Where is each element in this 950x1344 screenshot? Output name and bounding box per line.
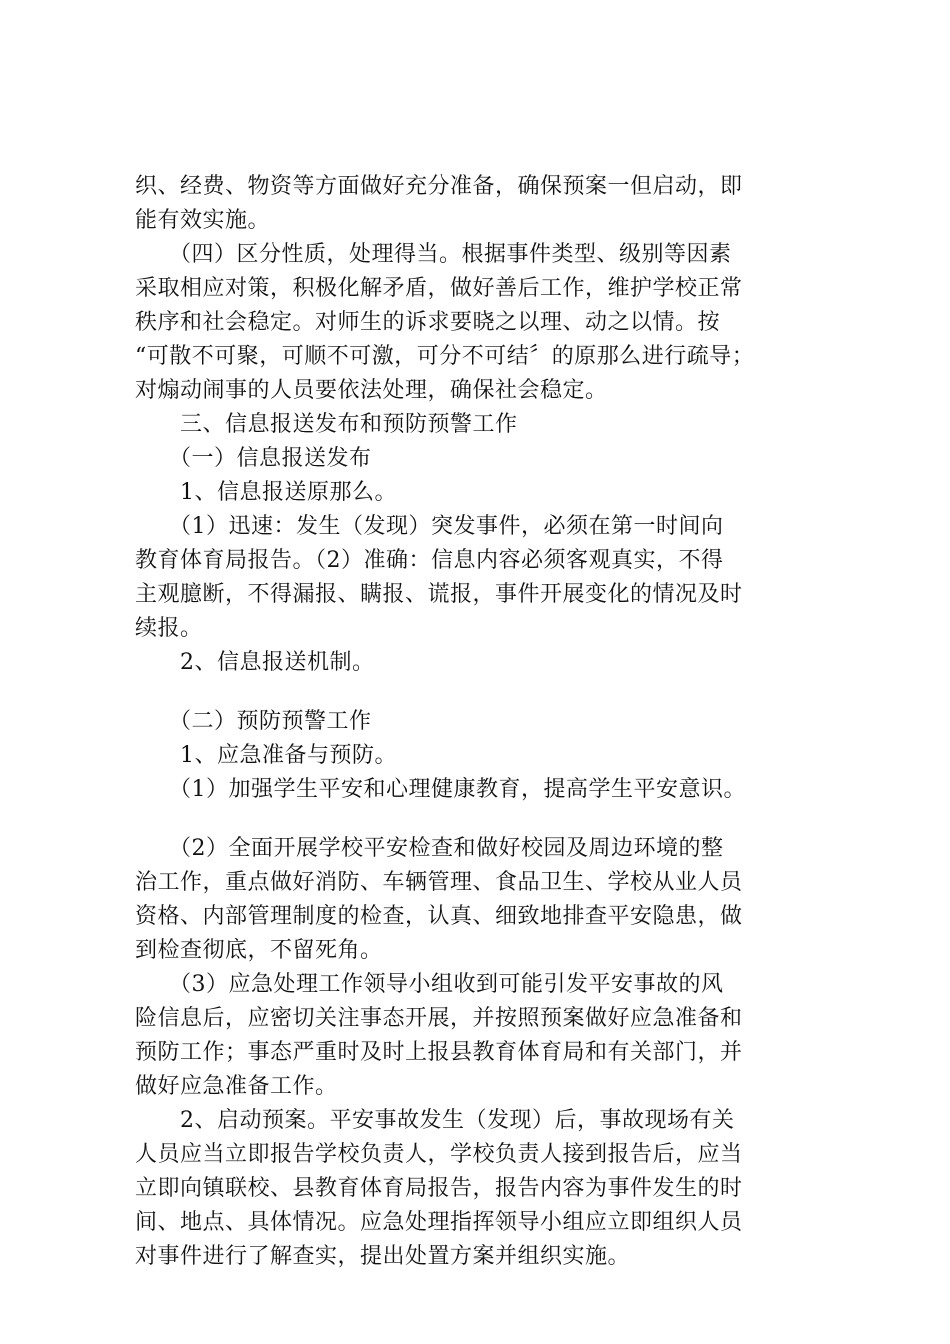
- text-line: 教育体育局报告。（2）准确：信息内容必须客观真实，不得: [135, 548, 724, 573]
- text-line: 续报。: [135, 616, 203, 641]
- text-line: （四）区分性质，处理得当。根据事件类型、级别等因素: [135, 242, 732, 267]
- blank-line: [135, 807, 835, 832]
- text-line: （1）迅速：发生（发现）突发事件，必须在第一时间向: [135, 514, 724, 539]
- text-line: 1、应急准备与预防。: [135, 743, 397, 768]
- text-line: 资格、内部管理制度的检查，认真、细致地排查平安隐患，做: [135, 904, 743, 929]
- text-line: （1）加强学生平安和心理健康教育，提高学生平安意识。: [135, 777, 746, 802]
- text-line: 2、启动预案。平安事故发生（发现）后，事故现场有关: [135, 1108, 735, 1133]
- text-line: 1、信息报送原那么。: [135, 480, 397, 505]
- text-line: 治工作，重点做好消防、车辆管理、食品卫生、学校从业人员: [135, 870, 743, 895]
- text-line: 2、信息报送机制。: [135, 650, 375, 675]
- text-line: 立即向镇联校、县教育体育局报告，报告内容为事件发生的时: [135, 1176, 743, 1201]
- text-line: 秩序和社会稳定。对师生的诉求要晓之以理、动之以情。按: [135, 310, 721, 335]
- subsection-heading: （一）信息报送发布: [135, 446, 372, 471]
- text-line: 对事件进行了解查实，提出处置方案并组织实施。: [135, 1244, 631, 1269]
- text-line: 到检查彻底，不留死角。: [135, 938, 383, 963]
- text-line: （3）应急处理工作领导小组收到可能引发平安事故的风: [135, 972, 724, 997]
- text-line: “可散不可聚，可顺不可激，可分不可结〞的原那么进行疏导；: [135, 344, 755, 369]
- text-line: 能有效实施。: [135, 208, 271, 233]
- text-line: 做好应急准备工作。: [135, 1074, 338, 1099]
- text-line: 预防工作；事态严重时及时上报县教育体育局和有关部门，并: [135, 1040, 743, 1065]
- subsection-heading: （二）预防预警工作: [135, 709, 372, 734]
- text-line: 织、经费、物资等方面做好充分准备，确保预案一但启动，即: [135, 174, 743, 199]
- text-line: 主观臆断，不得漏报、瞒报、谎报，事件开展变化的情况及时: [135, 582, 743, 607]
- section-heading: 三、信息报送发布和预防预警工作: [135, 412, 518, 437]
- text-line: 对煽动闹事的人员要依法处理，确保社会稳定。: [135, 378, 608, 403]
- text-line: （2）全面开展学校平安检查和做好校园及周边环境的整: [135, 836, 724, 861]
- text-line: 间、地点、具体情况。应急处理指挥领导小组应立即组织人员: [135, 1210, 743, 1235]
- text-line: 险信息后，应密切关注事态开展，并按照预案做好应急准备和: [135, 1006, 743, 1031]
- blank-line: [135, 680, 835, 705]
- text-line: 人员应当立即报告学校负责人，学校负责人接到报告后，应当: [135, 1142, 743, 1167]
- text-line: 采取相应对策，积极化解矛盾，做好善后工作，维护学校正常: [135, 276, 743, 301]
- document-body: [135, 170, 835, 1274]
